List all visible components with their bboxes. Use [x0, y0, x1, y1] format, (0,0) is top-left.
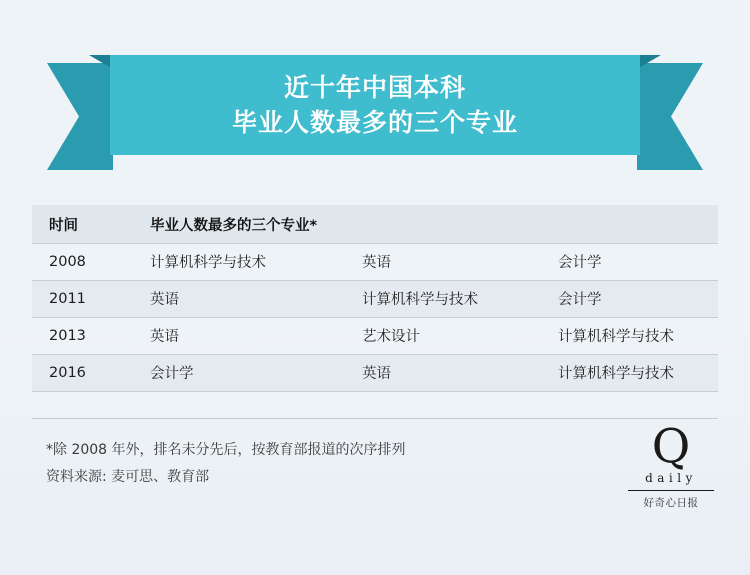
ribbon-tail-right: [637, 63, 703, 170]
cell-year: 2013: [49, 327, 86, 344]
cell-major-2: 英语: [362, 255, 391, 271]
table-row-divider: [32, 354, 718, 355]
table-header-row: [32, 205, 718, 243]
cell-major-1: 英语: [150, 292, 179, 308]
table-bottom-divider: [32, 418, 718, 419]
cell-major-1: 英语: [150, 329, 179, 345]
ribbon-tail-left: [47, 63, 113, 170]
table-row: [32, 280, 718, 317]
table-row-divider: [32, 391, 718, 392]
table-row-divider: [32, 317, 718, 318]
logo-divider: [628, 490, 714, 491]
footnote-ranking: *除 2008 年外，排名未分先后，按教育部报道的次序排列: [46, 442, 406, 458]
table-row: [32, 354, 718, 391]
cell-major-2: 计算机科学与技术: [362, 292, 478, 308]
footnotes: [46, 437, 406, 492]
cell-major-2: 艺术设计: [362, 329, 420, 345]
cell-major-3: 计算机科学与技术: [558, 329, 674, 345]
table-row-divider: [32, 280, 718, 281]
footnote-source: 资料来源: 麦可思、教育部: [46, 469, 210, 486]
table-row: [32, 317, 718, 354]
page-title: [232, 70, 518, 141]
page-title-line1: 近十年中国本科: [283, 72, 466, 102]
cell-major-3: 会计学: [558, 255, 602, 271]
logo-q-mark: Q: [651, 419, 691, 474]
table-row: [32, 243, 718, 280]
cell-major-1: 计算机科学与技术: [150, 255, 266, 271]
title-banner: [47, 55, 703, 170]
majors-table: [32, 205, 718, 391]
cell-major-2: 英语: [362, 366, 391, 382]
logo-wordmark: daily: [645, 471, 697, 486]
brand-logo: [628, 419, 714, 510]
ribbon-body: [110, 55, 640, 155]
cell-major-3: 会计学: [558, 292, 602, 308]
cell-year: 2016: [49, 364, 86, 381]
cell-major-1: 会计学: [150, 366, 194, 382]
cell-year: 2011: [49, 290, 86, 307]
cell-year: 2008: [49, 253, 86, 270]
header-cell-time: 时间: [49, 217, 78, 234]
table-header-divider: [32, 243, 718, 244]
page-title-line2: 毕业人数最多的三个专业: [231, 108, 518, 137]
header-cell-majors: 毕业人数最多的三个专业*: [150, 217, 318, 234]
logo-chinese-name: 好奇心日报: [643, 497, 699, 510]
cell-major-3: 计算机科学与技术: [558, 366, 674, 382]
